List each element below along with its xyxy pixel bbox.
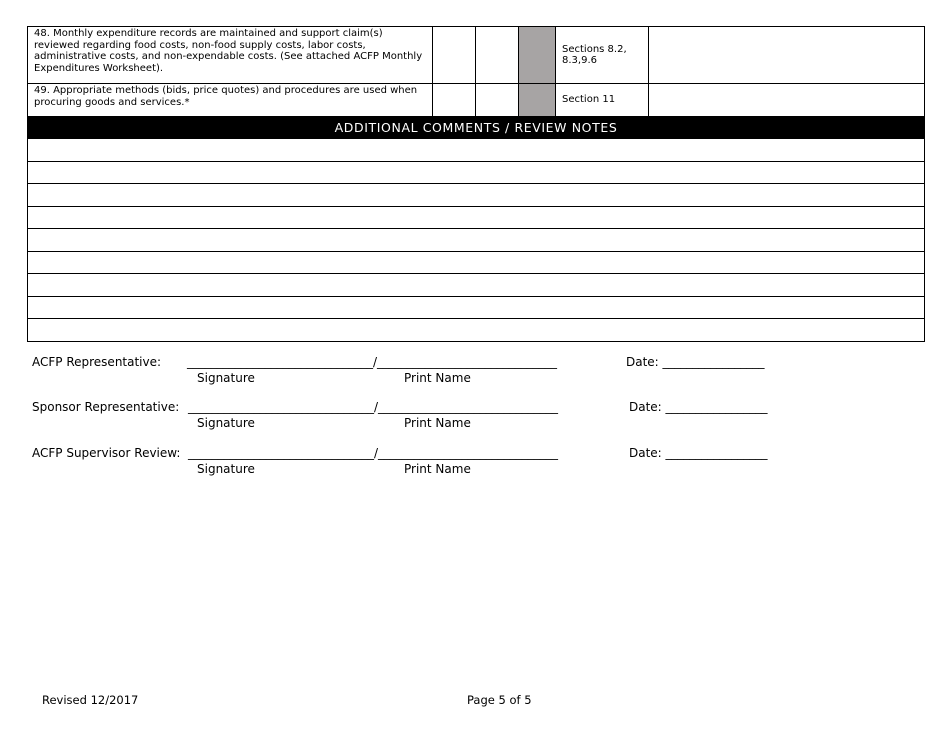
comment-line[interactable] xyxy=(28,296,925,319)
sponsor-representative-label: Sponsor Representative: xyxy=(32,400,180,414)
acfp-supervisor-review-label: ACFP Supervisor Review: xyxy=(32,446,181,460)
item-48-reference: Sections 8.2, 8.3,9.6 xyxy=(556,27,649,84)
comment-line-cell[interactable] xyxy=(28,161,925,184)
signature-caption: Signature xyxy=(197,371,255,385)
item-48-yes-cell[interactable] xyxy=(433,27,476,84)
signature-caption: Signature xyxy=(197,416,255,430)
item-48-text: 48. Monthly expenditure records are maintained and support claim(s) reviewed regarding food costs, non-food supply costs, labor costs, administrative costs, and non-expendable costs. (See attached ACFP Monthly Expenditures Worksheet). xyxy=(28,27,433,84)
comments-header-row xyxy=(28,117,925,139)
acfp-representative-date-field[interactable]: Date: _________________ xyxy=(626,355,765,369)
comment-line-cell[interactable] xyxy=(28,251,925,274)
comments-header: ADDITIONAL COMMENTS / REVIEW NOTES xyxy=(28,117,924,138)
item-49-yes-cell[interactable] xyxy=(433,84,476,117)
item-49-text: 49. Appropriate methods (bids, price quotes) and procedures are used when procuring goods and services.* xyxy=(28,84,433,117)
comment-line[interactable] xyxy=(28,184,925,207)
revision-date: Revised 12/2017 xyxy=(42,693,139,707)
comment-line-cell[interactable] xyxy=(28,206,925,229)
print-name-caption: Print Name xyxy=(404,416,471,430)
comment-line[interactable] xyxy=(28,319,925,342)
acfp-supervisor-review-signature-line[interactable]: _______________________________/______________________________ xyxy=(188,446,559,460)
acfp-supervisor-review-date-field[interactable]: Date: _________________ xyxy=(629,446,768,460)
sponsor-representative-date-field[interactable]: Date: _________________ xyxy=(629,400,768,414)
comment-line[interactable] xyxy=(28,274,925,297)
comment-line[interactable] xyxy=(28,229,925,252)
item-48-no-cell[interactable] xyxy=(476,27,519,84)
comments-header-cell xyxy=(28,117,925,139)
comment-line-cell[interactable] xyxy=(28,139,925,162)
comment-line[interactable] xyxy=(28,139,925,162)
print-name-caption: Print Name xyxy=(404,371,471,385)
signature-caption: Signature xyxy=(197,462,255,476)
item-49-reference: Section 11 xyxy=(556,84,649,117)
comment-line[interactable] xyxy=(28,206,925,229)
review-item-row-49 xyxy=(28,84,925,117)
comment-line[interactable] xyxy=(28,161,925,184)
item-49-shaded-cell xyxy=(519,84,556,117)
review-item-row-48 xyxy=(28,27,925,84)
print-name-caption: Print Name xyxy=(404,462,471,476)
sponsor-representative-signature-line[interactable]: _______________________________/______________________________ xyxy=(188,400,559,414)
review-table xyxy=(27,26,925,342)
item-49-comments-cell[interactable] xyxy=(649,84,925,117)
comment-line-cell[interactable] xyxy=(28,274,925,297)
comment-line-cell[interactable] xyxy=(28,184,925,207)
acfp-representative-label: ACFP Representative: xyxy=(32,355,162,369)
comment-line-cell[interactable] xyxy=(28,229,925,252)
item-48-comments-cell[interactable] xyxy=(649,27,925,84)
comment-line[interactable] xyxy=(28,251,925,274)
item-49-no-cell[interactable] xyxy=(476,84,519,117)
item-48-shaded-cell xyxy=(519,27,556,84)
comment-line-cell[interactable] xyxy=(28,319,925,342)
comment-line-cell[interactable] xyxy=(28,296,925,319)
acfp-representative-signature-line[interactable]: _______________________________/______________________________ xyxy=(187,355,558,369)
page-number: Page 5 of 5 xyxy=(467,693,532,707)
